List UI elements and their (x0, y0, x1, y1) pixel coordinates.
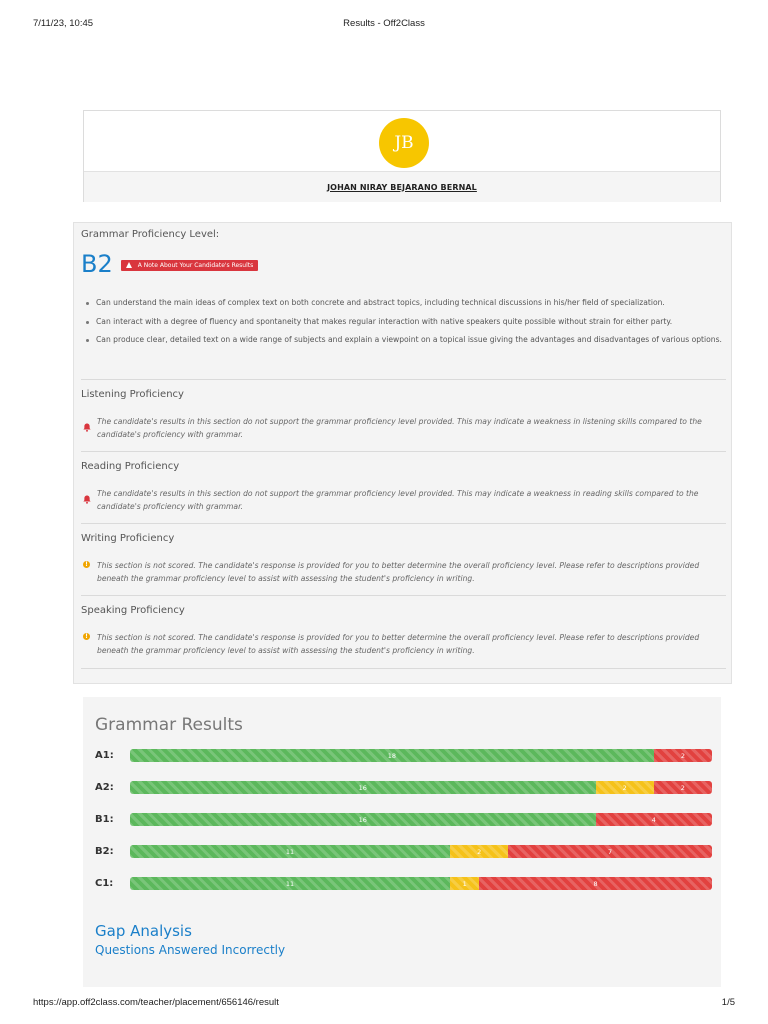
print-footer (0, 997, 768, 1009)
warning-icon (126, 262, 132, 268)
section-message: This section is not scored. The candidate's response is provided for you to better determine the overall proficiency level. Please refer to descriptions provided beneath the grammar proficiency level to assist with assessing the student's proficiency in writing. (97, 561, 700, 583)
correct-segment: 11 (130, 877, 450, 890)
section-title: Listening Proficiency (81, 389, 184, 400)
proficiency-level: B2 (81, 250, 113, 278)
section-title: Speaking Proficiency (81, 605, 185, 616)
writing-section (81, 523, 726, 583)
grammar-score-bar (130, 749, 712, 762)
partial-segment: 2 (450, 845, 508, 858)
candidate-name-link[interactable]: JOHAN NIRAY BEJARANO BERNAL (327, 182, 477, 192)
correct-segment: 18 (130, 749, 654, 762)
avatar: JB (379, 118, 429, 168)
grammar-level-row (95, 813, 713, 827)
grammar-level-label: C1: (95, 878, 114, 889)
incorrect-segment: 8 (479, 877, 712, 890)
grammar-score-bar (130, 813, 712, 826)
level-row (81, 251, 258, 277)
print-page-title: Results - Off2Class (343, 18, 425, 29)
correct-segment: 16 (130, 813, 596, 826)
grammar-level-label: A1: (95, 750, 114, 761)
listening-section (81, 379, 726, 439)
grammar-level-label: A2: (95, 782, 114, 793)
candidate-results-note-button[interactable] (121, 260, 259, 271)
partial-segment: 2 (596, 781, 654, 794)
incorrect-segment: 7 (508, 845, 712, 858)
speaking-section (81, 595, 726, 655)
divider (81, 668, 726, 669)
incorrect-segment: 4 (596, 813, 712, 826)
grammar-results-title: Grammar Results (95, 715, 243, 735)
questions-answered-incorrectly-link[interactable]: Questions Answered Incorrectly (95, 943, 286, 957)
level-descriptors (86, 297, 726, 353)
print-datetime: 7/11/23, 10:45 (33, 18, 94, 29)
grammar-level-row (95, 781, 713, 795)
descriptor-item: Can understand the main ideas of complex text on both concrete and abstract topics, including technical discussions in his/her field of specialization. (86, 297, 726, 310)
partial-segment: 1 (450, 877, 479, 890)
grammar-level-row (95, 749, 713, 763)
bell-icon (83, 417, 91, 436)
info-icon: ! (83, 633, 90, 640)
grammar-level-label: B1: (95, 814, 114, 825)
candidate-name-band (84, 171, 720, 202)
section-message: This section is not scored. The candidate's response is provided for you to better determine the overall proficiency level. Please refer to descriptions provided beneath the grammar proficiency level to assist with assessing the student's proficiency in writing. (97, 633, 700, 655)
info-icon: ! (83, 561, 90, 568)
print-url: https://app.off2class.com/teacher/placement/656146/result (33, 997, 279, 1008)
correct-segment: 16 (130, 781, 596, 794)
incorrect-segment: 2 (654, 749, 712, 762)
incorrect-segment: 2 (654, 781, 712, 794)
descriptor-item: Can produce clear, detailed text on a wide range of subjects and explain a viewpoint on a topical issue giving the advantages and disadvantages of various options. (86, 334, 726, 347)
descriptor-item: Can interact with a degree of fluency and spontaneity that makes regular interaction with native speakers quite possible without strain for either party. (86, 316, 726, 329)
note-badge-label: A Note About Your Candidate's Results (137, 261, 254, 269)
reading-section (81, 451, 726, 511)
correct-segment: 11 (130, 845, 450, 858)
grammar-proficiency-title: Grammar Proficiency Level: (81, 229, 220, 240)
grammar-score-bar (130, 845, 712, 858)
proficiency-panel (73, 222, 732, 684)
grammar-score-bar (130, 781, 712, 794)
grammar-results-panel (83, 697, 721, 987)
print-page-count: 1/5 (721, 997, 735, 1008)
print-header (0, 18, 768, 30)
section-title: Reading Proficiency (81, 461, 180, 472)
grammar-level-label: B2: (95, 846, 114, 857)
bell-icon (83, 489, 91, 508)
grammar-score-bar (130, 877, 712, 890)
section-message: The candidate's results in this section do not support the grammar proficiency level provided. This may indicate a weakness in reading skills compared to the candidate's proficiency with grammar. (97, 489, 699, 511)
section-message: The candidate's results in this section do not support the grammar proficiency level provided. This may indicate a weakness in listening skills compared to the candidate's proficiency with grammar. (97, 417, 702, 439)
gap-analysis-title: Gap Analysis (95, 922, 192, 940)
candidate-profile-card (83, 110, 721, 202)
grammar-level-row (95, 845, 713, 859)
grammar-level-row (95, 877, 713, 891)
section-title: Writing Proficiency (81, 533, 175, 544)
